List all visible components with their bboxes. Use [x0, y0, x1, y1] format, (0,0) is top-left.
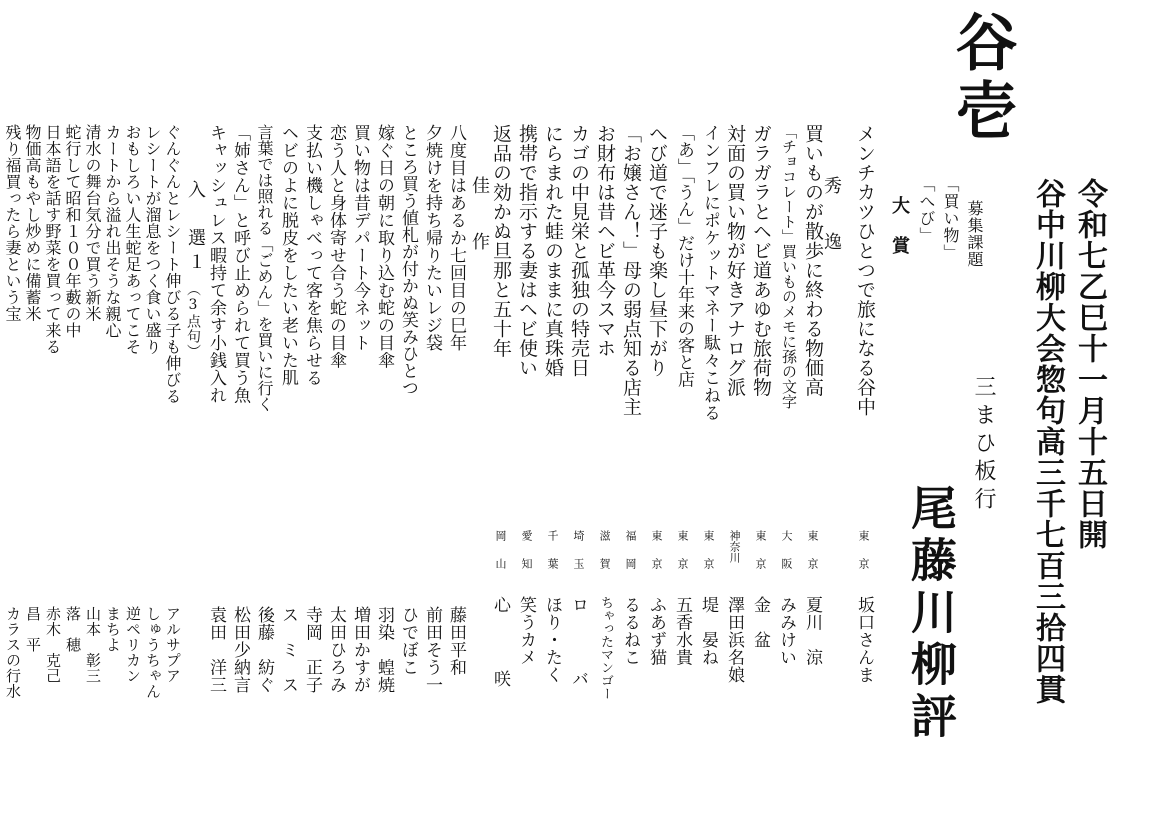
- nyu-author: カラスの行水: [4, 606, 22, 699]
- ka-author: 前田そう一: [422, 606, 442, 694]
- ka-author: 羽染 蝗焼: [374, 606, 394, 694]
- shu-author: ロ バ: [568, 596, 588, 707]
- shu-verse: 「あ」「うん」だけ十年来の客と店: [674, 124, 694, 388]
- event-date: 令和七乙巳十一月十五日開: [1072, 178, 1107, 550]
- nyu-verse: おもしろい人生蛇足あってこそ: [123, 124, 142, 355]
- topics-heading: 募集課題: [965, 200, 984, 268]
- award-nyu-label: 入 選１: [185, 180, 206, 276]
- ka-author: 寺岡 正子: [302, 606, 322, 694]
- shu-verse: インフレにポケットマネー駄々こねる: [700, 124, 720, 422]
- award-grand-label: 大 賞: [889, 196, 910, 256]
- shu-pref: 東 京: [676, 530, 689, 572]
- ka-verse: 八度目はあるか七回目の巳年: [446, 124, 466, 352]
- nyu-author: 逆ペリカン: [124, 606, 142, 684]
- nyu-verse: ぐんぐんとレシート伸びる子も伸びる: [163, 124, 182, 405]
- shu-author: 堤 晏ね: [698, 596, 718, 666]
- shu-pref: 千 葉: [546, 530, 559, 572]
- ka-verse: 嫁ぐ日の朝に取り込む蛇の目傘: [374, 124, 394, 369]
- nyu-author: 落 穂: [64, 606, 82, 653]
- shu-pref: 大 阪: [780, 530, 793, 572]
- shu-author: みみけい: [776, 596, 796, 666]
- grand-prize-verse: メンチカツひとつで旅になる谷中: [854, 124, 876, 417]
- shu-pref: 神奈川: [728, 530, 741, 563]
- ka-verse: 「姉さん」と呼び止められて買う魚: [230, 124, 250, 404]
- shu-verse: へび道で迷子も楽し昼下がり: [646, 124, 668, 378]
- nyu-verse: レシートが溜息をつく食い盛り: [143, 124, 162, 355]
- shu-verse: 対面の買い物が好きアナログ派: [724, 124, 746, 397]
- shu-author: 金 盆: [750, 596, 770, 649]
- nyu-author: アルサプア: [164, 606, 182, 684]
- shu-verse: ガラガラとヘビ道あゆむ旅荷物: [750, 124, 772, 397]
- ka-author: 袁田 洋三: [206, 606, 226, 694]
- ka-verse: 買い物は昔デパート今ネット: [350, 124, 370, 352]
- shu-pref: 東 京: [650, 530, 663, 572]
- nyu-author: まちよ: [104, 606, 122, 653]
- ka-verse: 恋う人と身体寄せ合う蛇の目傘: [326, 124, 346, 369]
- nyu-verse: 物価高もやし炒めに備蓄米: [23, 124, 42, 322]
- shu-author: ちゃったマンゴー: [598, 596, 613, 700]
- shu-pref: 愛 知: [520, 530, 533, 572]
- shu-verse: 「チョコレート」買いものメモに孫の文字: [780, 124, 798, 409]
- shu-verse: にらまれた蛙のままに真珠婚: [542, 124, 564, 378]
- shu-author: ふあず猫: [646, 596, 666, 666]
- nyu-verse: 清水の舞台気分で買う新米: [83, 124, 102, 322]
- nyu-verse: 残り福買ったら妻という宝: [3, 124, 22, 322]
- shu-verse: 返品の効かぬ旦那と五十年: [490, 124, 512, 358]
- shu-pref: 岡 山: [494, 530, 507, 572]
- event-org-title: 尾藤川柳評: [904, 484, 958, 744]
- award-ka-label: 佳 作: [469, 176, 490, 260]
- award-shu-label: 秀 逸: [821, 176, 842, 260]
- ka-verse: 言葉では照れる「ごめん」を買いに行く: [255, 124, 274, 412]
- nyu-author: しゅうちゃん: [144, 606, 162, 699]
- event-selector: 三まひ板行: [971, 375, 996, 515]
- shu-author: 夏川 涼: [802, 596, 822, 666]
- nyu-verse: 日本語を話す野菜を買って来る: [43, 124, 62, 355]
- event-name: 谷中川柳大会惣句高三千七百三拾四貫: [1030, 178, 1065, 705]
- nyu-author: 昌 平: [24, 606, 42, 653]
- shu-author: 笑うカメ: [516, 596, 536, 666]
- award-nyu-note: （3点句）: [185, 282, 201, 359]
- ka-verse: ところ買う値札が付かぬ笑みひとつ: [398, 124, 418, 396]
- shu-author: 心 咲: [490, 596, 510, 707]
- shu-author: るるねこ: [620, 596, 640, 666]
- ka-verse: ヘビのよに脱皮をしたい老いた肌: [278, 124, 298, 387]
- shu-verse: お財布は昔ヘビ革今スマホ: [594, 124, 616, 358]
- shu-verse: 携帯で指示する妻はヘビ使い: [516, 124, 538, 378]
- nyu-verse: 蛇行して昭和１００年藪の中: [63, 124, 82, 339]
- ka-verse: 支払い機しゃべって客を焦らせる: [302, 124, 322, 387]
- ka-verse: 夕焼けを持ち帰りたいレジ袋: [422, 124, 442, 352]
- shu-author: 五香水貴: [672, 596, 692, 666]
- ka-author: 後藤 紡ぐ: [254, 606, 274, 694]
- ka-author: ひでぼこ: [398, 606, 418, 676]
- page-title: 谷壱: [945, 10, 1018, 146]
- grand-prize-pref: 東 京: [857, 530, 870, 572]
- topic-hebi: 「へび」: [917, 176, 936, 244]
- grand-prize-author: 坂口さんま: [854, 596, 874, 684]
- shu-pref: 福 岡: [624, 530, 637, 572]
- ka-author: 藤田平和: [446, 606, 466, 676]
- ka-author: 松田少納言: [230, 606, 250, 694]
- shu-pref: 埼 玉: [572, 530, 585, 572]
- ka-author: 増田かすが: [350, 606, 370, 694]
- ka-author: 太田ひろみ: [326, 606, 346, 694]
- shu-author: 澤田浜名娘: [724, 596, 744, 684]
- shu-pref: 東 京: [806, 530, 819, 572]
- shu-verse: カゴの中見栄と孤独の特売日: [568, 124, 590, 378]
- topic-kaimono: 「買い物」: [941, 176, 960, 261]
- shu-verse: 「お嬢さん！」母の弱点知る店主: [620, 124, 642, 417]
- ka-verse: キャッシュレス暇持て余す小銭入れ: [206, 124, 226, 404]
- shu-author: ほり・たく: [542, 596, 562, 684]
- nyu-author: 赤木 克己: [44, 606, 62, 684]
- shu-pref: 東 京: [702, 530, 715, 572]
- ka-author: ス ミ ス: [278, 606, 298, 694]
- nyu-verse: カートから溢れ出そうな親心: [103, 124, 122, 339]
- shu-pref: 東 京: [754, 530, 767, 572]
- nyu-author: 山本 彰三: [84, 606, 102, 684]
- shu-verse: 買いものが散歩に終わる物価高: [802, 124, 824, 397]
- shu-pref: 滋 賀: [598, 530, 611, 572]
